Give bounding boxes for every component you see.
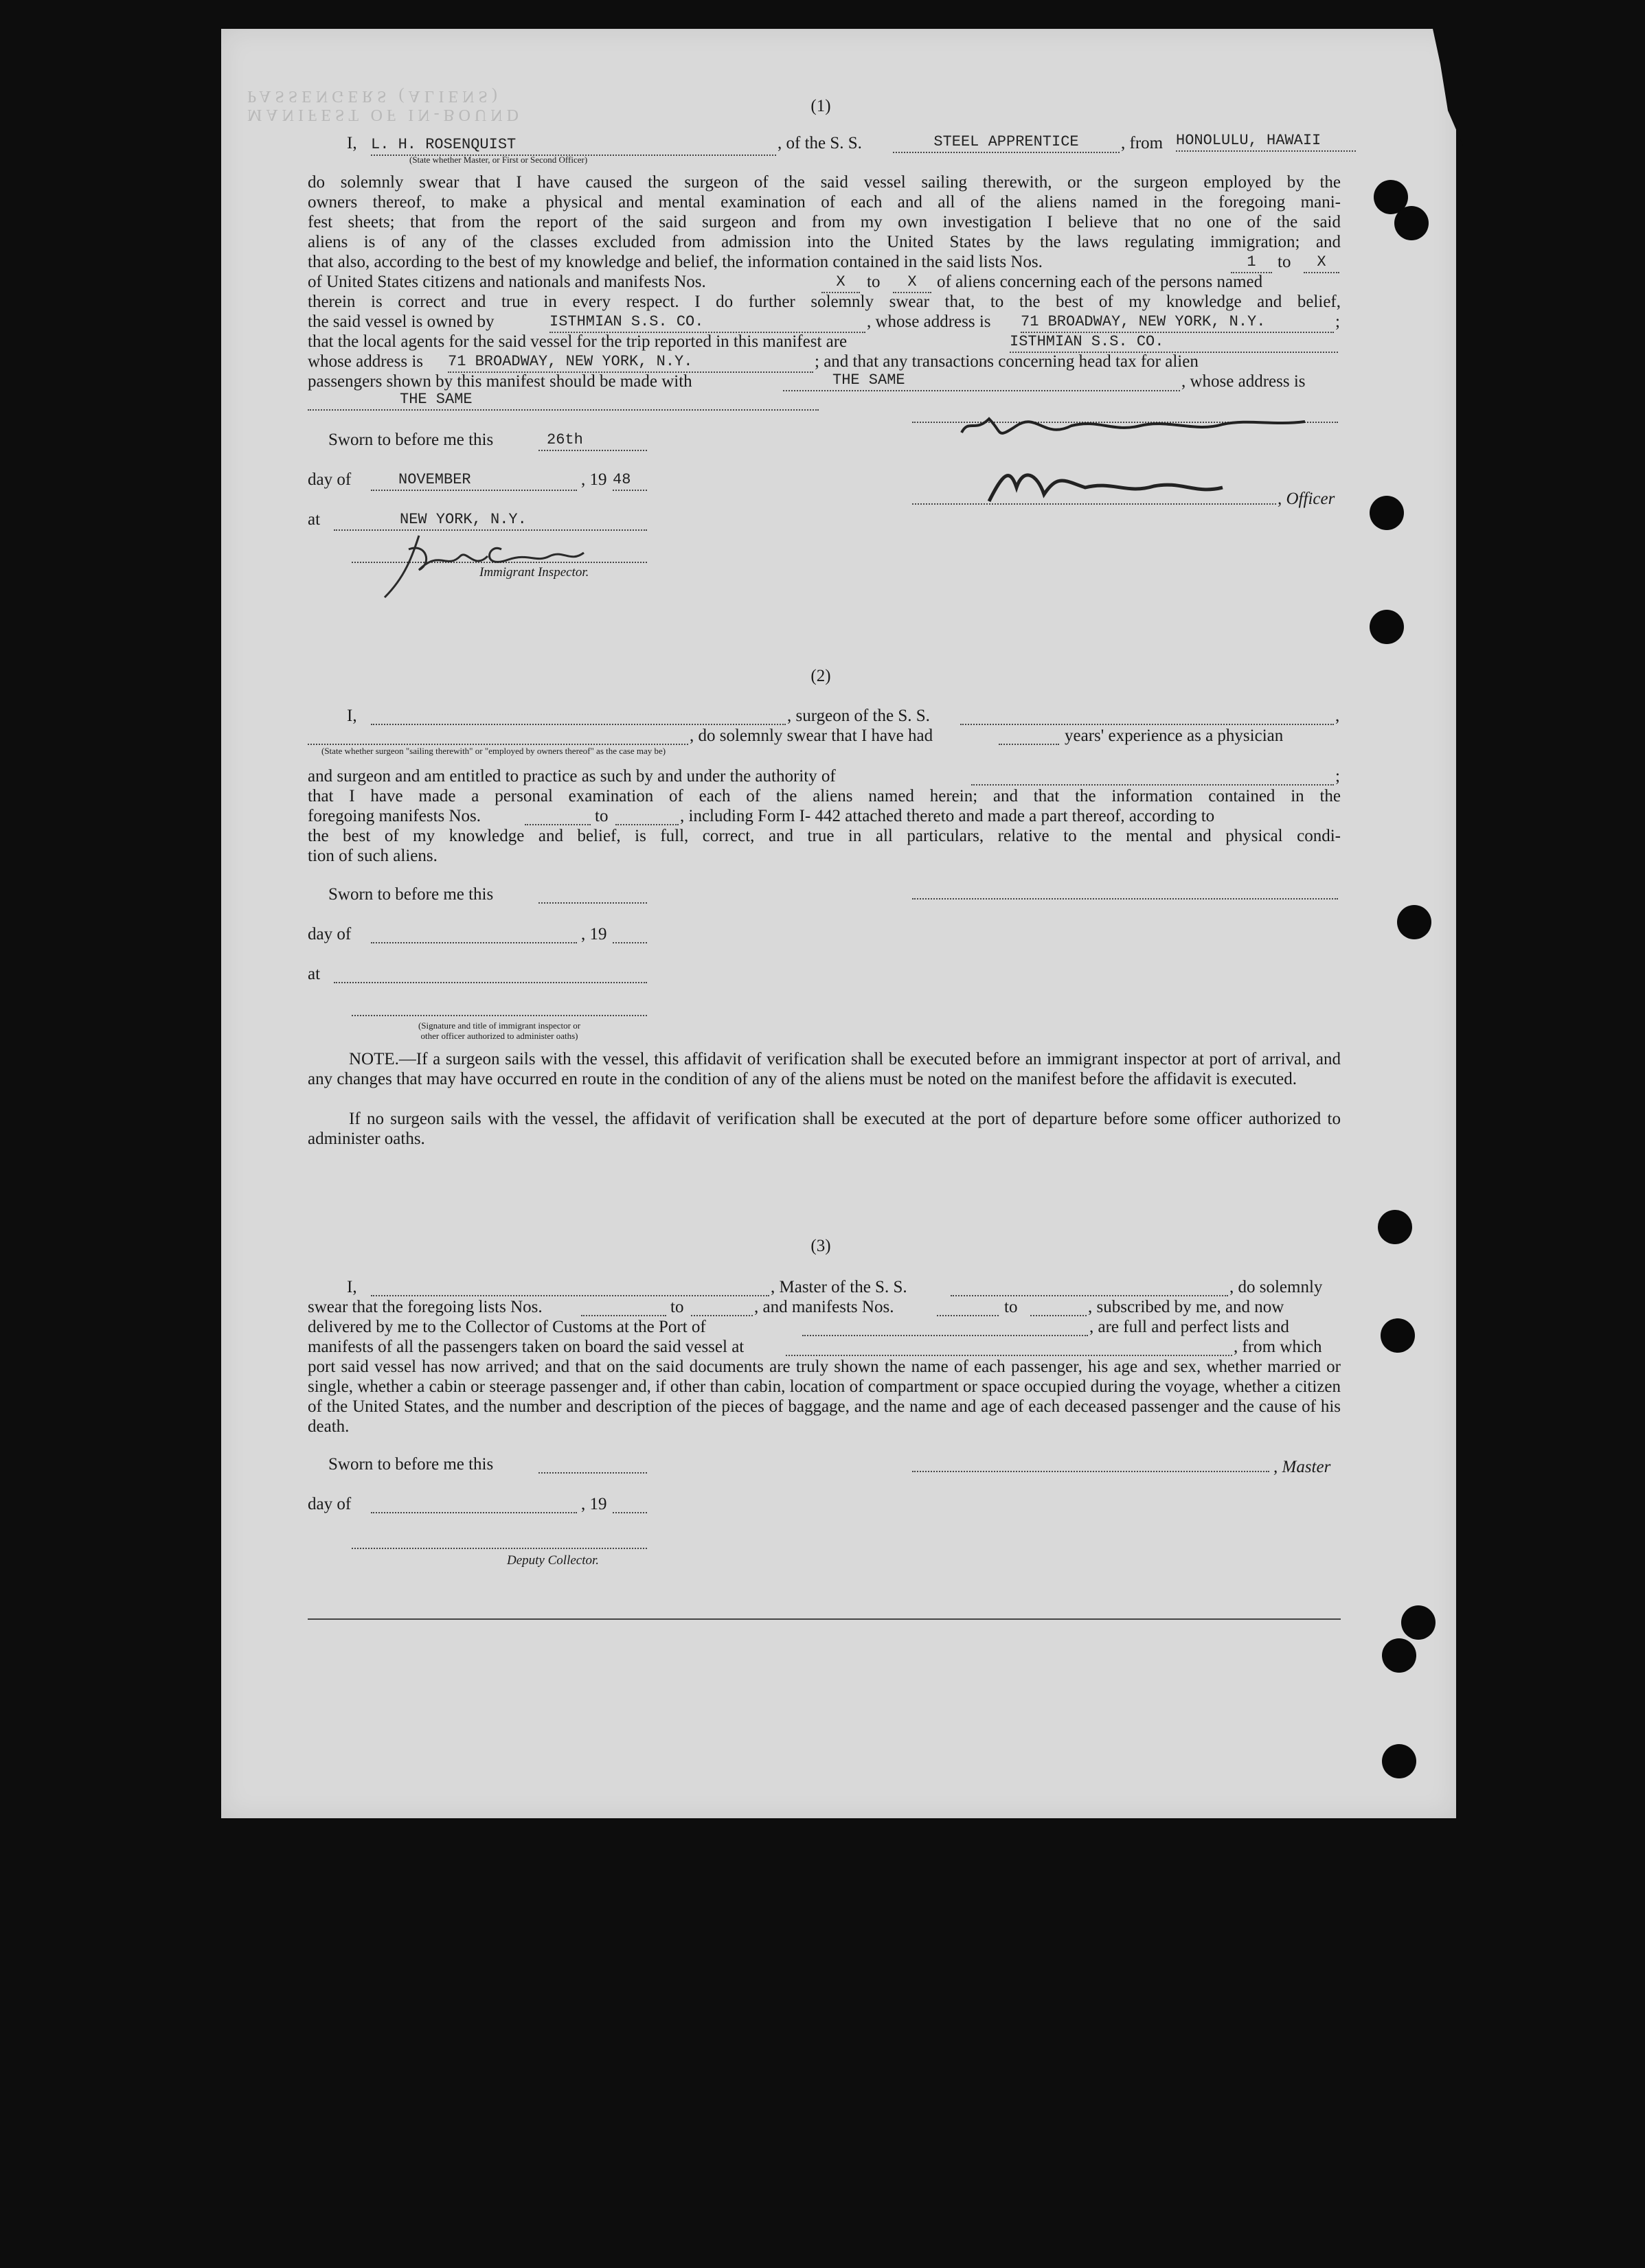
master-vessel-field[interactable] (951, 1277, 1228, 1296)
manifests-label: , and manifests Nos. (754, 1298, 894, 1316)
manifests-to-field[interactable] (1030, 1297, 1087, 1316)
inspector-signature (371, 522, 646, 604)
manifests-label: foregoing manifests Nos. (308, 807, 481, 825)
year-field: 48 (613, 470, 647, 491)
year-prefix: , 19 (581, 470, 607, 489)
day-of-label: day of (308, 925, 352, 943)
manifests-from-field[interactable] (525, 806, 591, 825)
oath-line: of United States citizens and nationals and manifests Nos. (308, 273, 706, 291)
surgeon-caption: (State whether surgeon "sailing therewith" or "employed by owners thereof" as the case may be) (321, 746, 666, 756)
officer-label: , Officer (1278, 490, 1335, 508)
manifests-to-field: X (893, 272, 931, 293)
head-tax-address-label: , whose address is (1181, 372, 1306, 391)
signature-caption: other officer authorized to administer oaths) (420, 1031, 578, 1041)
sworn-label: Sworn to before me this (328, 1455, 494, 1474)
surgeon-type-field[interactable] (308, 726, 688, 745)
punch-hole (1397, 905, 1431, 939)
subscribed-label: , subscribed by me, and now (1088, 1298, 1284, 1316)
place-field[interactable] (334, 964, 647, 983)
lists-from-field: 1 (1231, 252, 1272, 273)
lists-label: swear that the foregoing lists Nos. (308, 1298, 543, 1316)
oath-line: the said vessel is owned by (308, 312, 495, 331)
passenger-oath: port said vessel has now arrived; and that on the said documents are truly shown the name of each passenger, his age and sex, whether married or single, whether a cabin or steerage passenger and, if other than cabin, location of compartment or space occupied during the voyage, whether a citizen of the United States, and the number and description of the pieces of baggage, and the name and age of each deceased passenger and the cause of his death. (308, 1358, 1341, 1436)
at-label: at (308, 965, 321, 983)
lists-to-field[interactable] (691, 1297, 753, 1316)
sworn-label: Sworn to before me this (328, 431, 494, 449)
punch-hole (1382, 1744, 1416, 1778)
oath-line: aliens is of any of the classes excluded from admission into the United States by the laws regulating immigration; and (308, 233, 1341, 251)
oath-line: therein is correct and true in every respect. I do further solemnly swear that, to the best of my knowledge and belief, (308, 293, 1341, 311)
owner-field: ISTHMIAN S.S. CO. (549, 312, 865, 333)
years-label: years' experience as a physician (1065, 726, 1284, 745)
collector-caption: Deputy Collector. (507, 1553, 600, 1568)
head-tax-with-field: THE SAME (783, 370, 1180, 391)
swear-label: , do solemnly swear that I have had (690, 726, 933, 745)
at-label: at (308, 510, 321, 529)
punch-hole (1370, 610, 1404, 644)
manifests-to-field[interactable] (615, 806, 679, 825)
oath-line: do solemnly swear that I have caused the surgeon of the said vessel sailing therewith, or the surgeon employed by the (308, 173, 1341, 192)
vessel-field: STEEL APPRENTICE (893, 132, 1120, 153)
owner-address-field: 71 BROADWAY, NEW YORK, N.Y. (1021, 312, 1334, 333)
master-signature-line[interactable] (912, 1471, 1269, 1472)
full-lists-label: , are full and perfect lists and (1089, 1318, 1289, 1336)
officer-signature-line (912, 503, 1276, 505)
month-field[interactable] (371, 1494, 577, 1513)
surgeon-note: NOTE.—If a surgeon sails with the vessel, this affidavit of verification shall be executed before an immigrant inspector at port of arrival, and any changes that may have occurred en route in the condition of any of the aliens must be noted on the manifest before the affidavit is executed. (308, 1050, 1341, 1088)
years-field[interactable] (999, 726, 1059, 745)
month-field: NOVEMBER (371, 470, 577, 491)
month-field[interactable] (371, 924, 577, 943)
authority-field[interactable] (971, 766, 1334, 786)
i-label: I, (347, 707, 357, 725)
bottom-rule (308, 1618, 1341, 1620)
place-field: NEW YORK, N.Y. (334, 509, 647, 531)
port-from-field: HONOLULU, HAWAII (1176, 130, 1356, 152)
boarded-label: manifests of all the passengers taken on board the said vessel at (308, 1338, 745, 1356)
condition-line: tion of such aliens. (308, 847, 438, 865)
from-label: , from (1121, 134, 1164, 152)
surgeon-name-field[interactable] (371, 706, 786, 725)
head-tax-text: ; and that any transactions concerning head tax for alien (815, 352, 1199, 371)
section-number: (2) (810, 667, 831, 685)
form-line: , including Form I- 442 attached thereto and made a part thereof, according to (680, 807, 1215, 825)
master-label: , Master of the S. S. (771, 1278, 907, 1296)
from-which-label: , from which (1234, 1338, 1322, 1356)
i-label: I, (347, 1278, 357, 1296)
surgeon-label: , surgeon of the S. S. (787, 707, 930, 725)
year-field[interactable] (613, 924, 647, 943)
manifests-tail: of aliens concerning each of the persons named (937, 273, 1263, 291)
to-label: to (867, 273, 881, 291)
inspector-signature-line[interactable] (352, 1015, 647, 1016)
oath-line: passengers shown by this manifest should be made with (308, 372, 692, 391)
oath-line: that also, according to the best of my knowledge and belief, the information contained in the said lists Nos. (308, 253, 1043, 271)
sworn-day-field[interactable] (538, 1454, 647, 1474)
no-surgeon-note: If no surgeon sails with the vessel, the affidavit of verification shall be executed at the port of departure before some officer authorized to administer oaths. (308, 1110, 1341, 1148)
year-prefix: , 19 (581, 1495, 607, 1513)
punch-hole (1381, 1318, 1415, 1353)
section-number: (1) (810, 97, 831, 115)
to-label: to (595, 807, 609, 825)
day-of-label: day of (308, 1495, 352, 1513)
manifests-from-field[interactable] (937, 1297, 999, 1316)
port-label: delivered by me to the Collector of Customs at the Port of (308, 1318, 706, 1336)
lists-from-field[interactable] (581, 1297, 666, 1316)
manifests-from-field: X (821, 272, 860, 293)
oath-line: fest sheets; that from the report of the said surgeon and from my own investigation I believe that no one of the said (308, 213, 1341, 231)
master-name-field[interactable] (371, 1277, 769, 1296)
oath-line: whose address is (308, 352, 424, 371)
authority-line: and surgeon and am entitled to practice as such by and under the authority of (308, 767, 836, 786)
port-field[interactable] (802, 1317, 1088, 1336)
punch-hole (1370, 496, 1404, 530)
year-field[interactable] (613, 1494, 647, 1513)
of-ss-label: , of the S. S. (778, 134, 862, 152)
surgeon-signature-line[interactable] (912, 898, 1338, 900)
head-tax-address-field: THE SAME (308, 389, 819, 411)
section-number: (3) (810, 1237, 831, 1255)
signature-caption: (Signature and title of immigrant inspector or (418, 1020, 581, 1031)
owner-address-label: , whose address is (867, 312, 991, 331)
boarded-port-field[interactable] (786, 1337, 1232, 1356)
examination-line: that I have made a personal examination of each of the aliens named herein; and that the information contained in the (308, 787, 1341, 805)
punch-hole (1378, 1210, 1412, 1244)
day-of-label: day of (308, 470, 352, 489)
to-label: to (1004, 1298, 1018, 1316)
sworn-day-field: 26th (538, 430, 647, 451)
belief-line: the best of my knowledge and belief, is full, correct, and true in all particulars, relative to the mental and physical condi- (308, 827, 1341, 845)
year-prefix: , 19 (581, 925, 607, 943)
sworn-label: Sworn to before me this (328, 885, 494, 904)
punch-hole (1401, 1605, 1436, 1640)
master-sig-label: , Master (1273, 1458, 1331, 1476)
sworn-day-field[interactable] (538, 884, 647, 904)
lists-to-field: X (1304, 252, 1339, 273)
background-stamp: MANIFEST OF IN-BOUND PASSENGERS (ALIENS) (247, 87, 523, 124)
to-label: to (1278, 253, 1291, 271)
inspector-caption: Immigrant Inspector. (479, 565, 589, 580)
agents-field: ISTHMIAN S.S. CO. (1010, 332, 1338, 353)
surgeon-vessel-field[interactable] (960, 706, 1334, 725)
i-label: I, (347, 134, 357, 152)
agents-address-field: 71 BROADWAY, NEW YORK, N.Y. (448, 352, 813, 373)
solemnly-label: , do solemnly (1229, 1278, 1323, 1296)
oath-line: owners thereof, to make a physical and mental examination of each and all of the aliens named in the foregoing mani- (308, 193, 1341, 211)
to-label: to (670, 1298, 684, 1316)
officer-name-field: L. H. ROSENQUIST (371, 135, 776, 156)
collector-signature-line[interactable] (352, 1548, 647, 1549)
punch-hole (1394, 206, 1429, 240)
oath-line: that the local agents for the said vessel for the trip reported in this manifest are (308, 332, 848, 351)
officer-caption: (State whether Master, or First or Second Officer) (409, 154, 588, 165)
punch-hole (1382, 1638, 1416, 1673)
